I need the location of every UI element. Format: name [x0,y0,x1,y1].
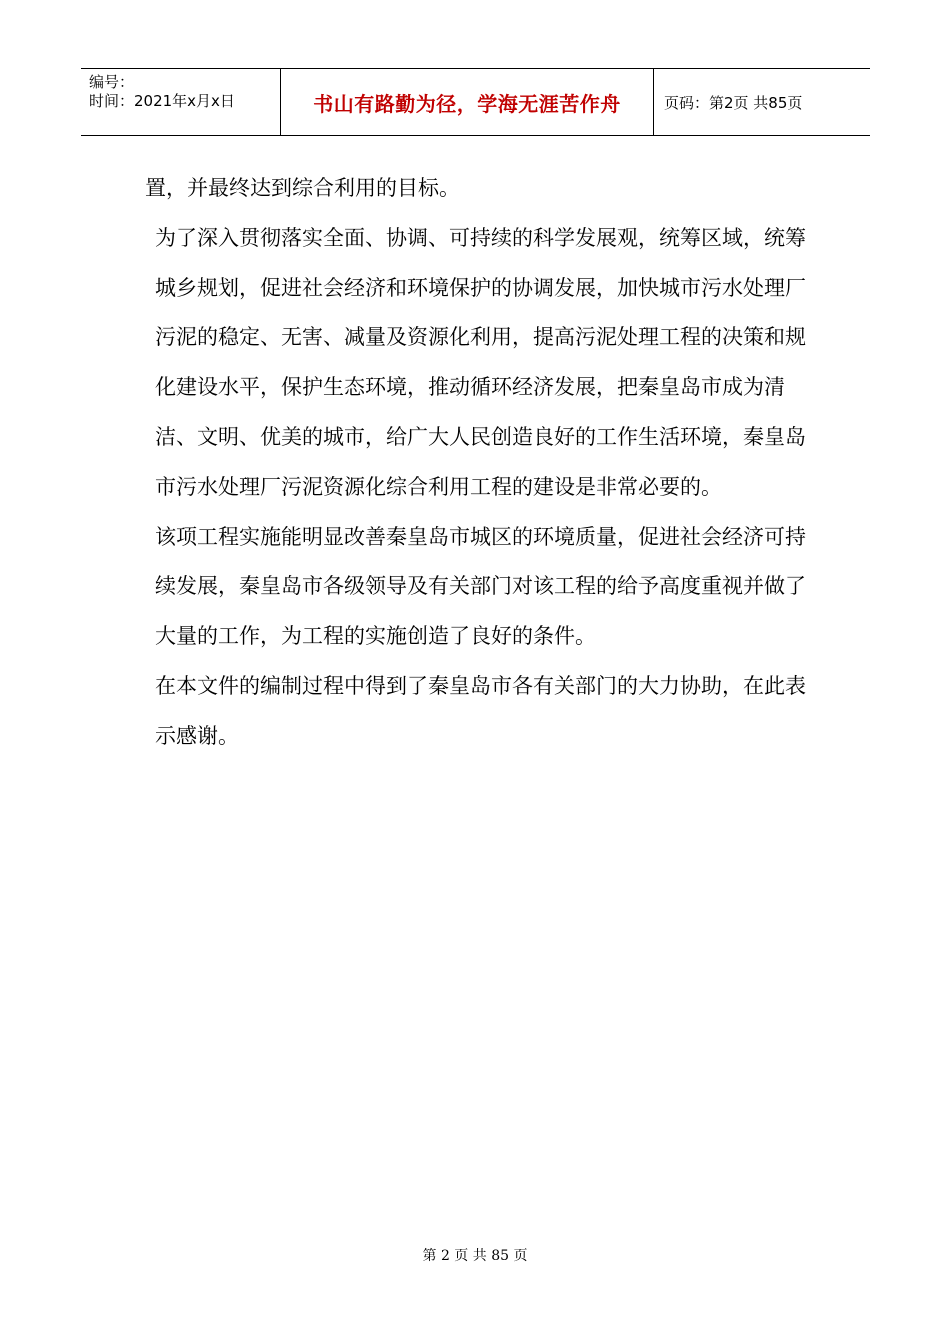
paragraph-1: 置，并最终达到综合利用的目标。 [145,176,460,200]
document-body [145,164,811,762]
paragraph-2: 为了深入贯彻落实全面、协调、可持续的科学发展观，统筹区域，统筹城乡规划，促进社会经济和环境保护的协调发展，加快城市污水处理厂污泥的稳定、无害、减量及资源化利用，提高污泥处理工程的决策和规化建设水平，保护生态环境，推动循环经济发展，把秦皇岛市成为清洁、文明、优美的城市，给广大人民创造良好的工作生活环境，秦皇岛市污水处理厂污泥资源化综合利用工程的建设是非常必要的。 [155,225,806,499]
header-motto: 书山有路勤为径，学海无涯苦作舟 [281,69,654,135]
paragraph-4: 在本文件的编制过程中得到了秦皇岛市各有关部门的大力协助，在此表示感谢。 [155,673,806,748]
paragraph-3: 该项工程实施能明显改善秦皇岛市城区的环境质量，促进社会经济可持续发展，秦皇岛市各级领导及有关部门对该工程的给予高度重视并做了大量的工作，为工程的实施创造了良好的条件。 [155,524,806,649]
number-label: 编号： [89,73,135,91]
page-footer: 第 2 页 共 85 页 [422,1248,528,1264]
document-header [81,68,870,136]
header-page-info: 页码：第2页 共85页 [664,93,803,112]
time-label: 时间：2021年x月x日 [89,92,235,110]
header-meta-cell [81,69,281,135]
